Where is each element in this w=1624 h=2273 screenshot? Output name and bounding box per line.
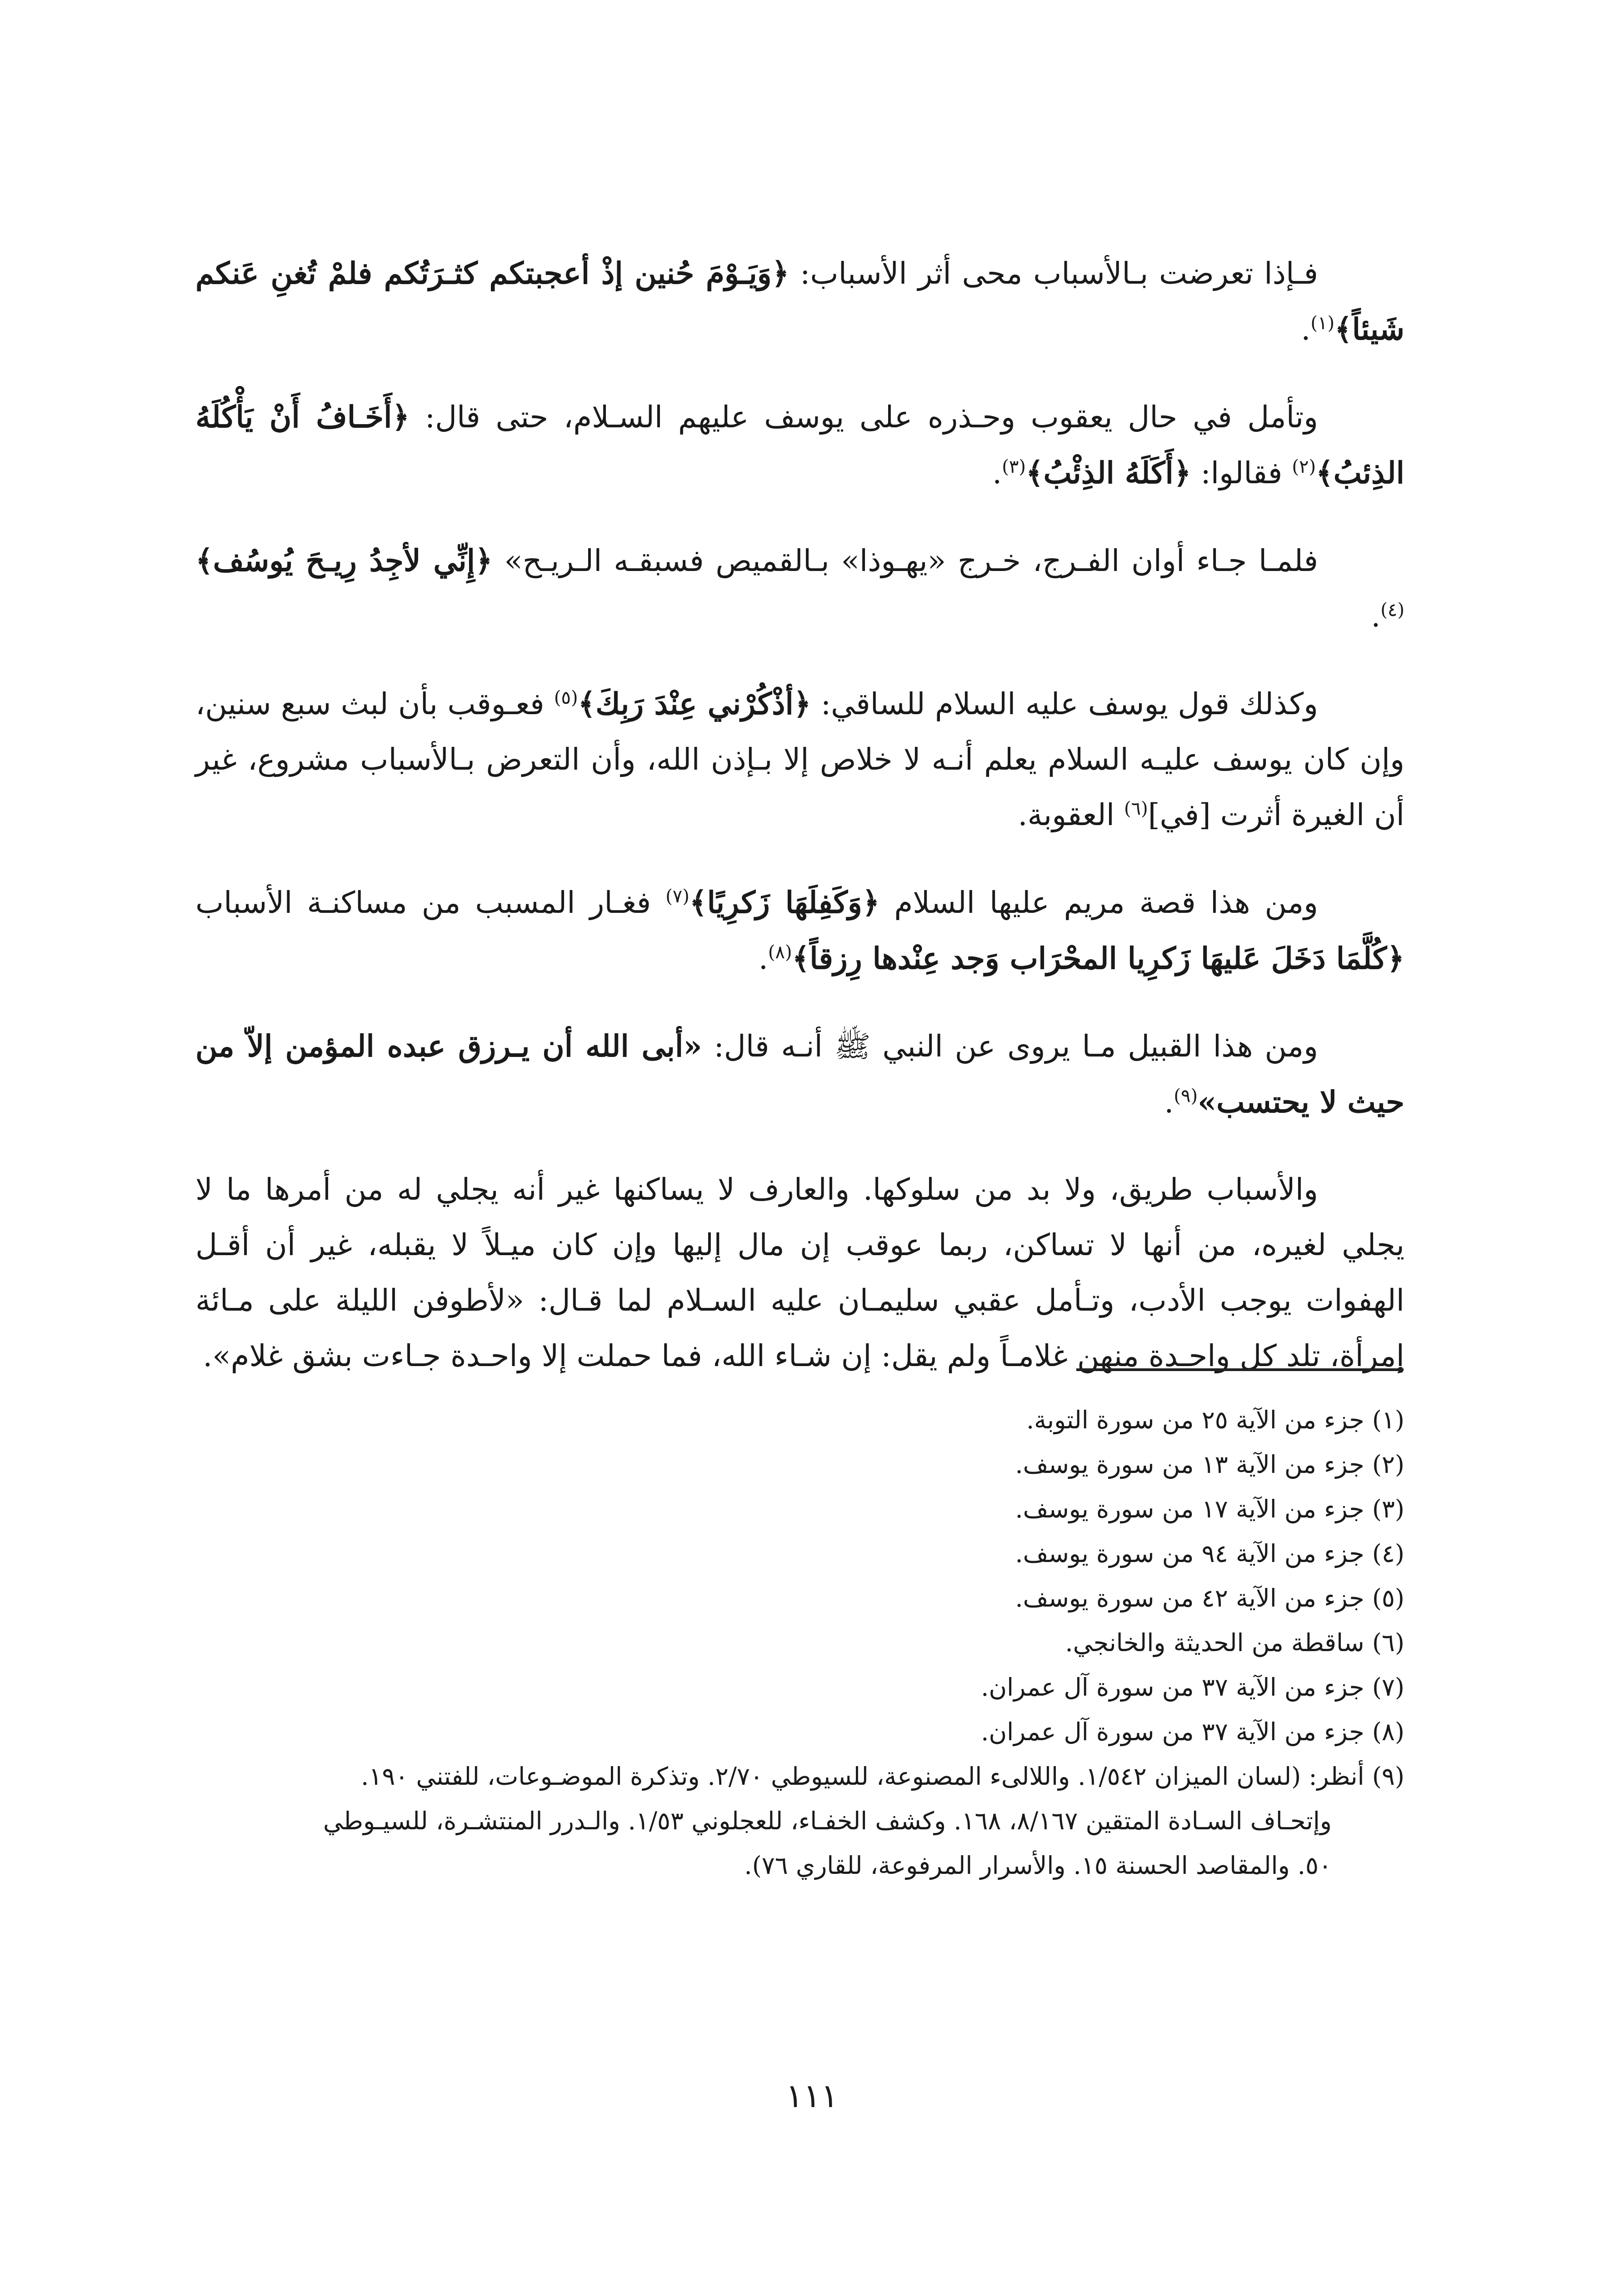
page-number: ١١١ bbox=[785, 2077, 839, 2115]
footnote-7: (٧) جزء من الآية ٣٧ من سورة آل عمران. bbox=[981, 1673, 1404, 1702]
paragraph-text: . bbox=[203, 1338, 213, 1373]
footnote-8: (٨) جزء من الآية ٣٧ من سورة آل عمران. bbox=[981, 1717, 1404, 1746]
hadith-quote: «أبى الله أن يـرزق عبده المؤمن إلاّ من حيث لا يحتسب» bbox=[195, 1028, 1404, 1120]
quran-quote: ﴿إِنِّي لأجِدُ رِيـحَ يُوسُف﴾ bbox=[195, 543, 493, 578]
footnote-ref: (٨) bbox=[768, 942, 792, 963]
footnote-ref: (٢) bbox=[1292, 456, 1316, 477]
quran-quote: ﴿أذْكُرْني عِنْدَ رَبِكَ﴾ bbox=[578, 686, 811, 721]
quran-quote: ﴿وَيَـوْمَ حُنين إذْ أعجبتكم كثـرَتُكم فلمْ تُغنِ عَنكم شَيئاً﴾ bbox=[195, 255, 1404, 347]
paragraph-5 bbox=[195, 875, 1404, 986]
paragraph-text: ومن هذا قصة مريم عليها السلام bbox=[879, 885, 1318, 920]
footnote-9: (٩) أنظر: (لسان الميزان ١/٥٤٢. واللالىء المصنوعة، للسيوطي ٢/٧٠. وتذكرة الموضـوعات، للفتني ١٩٠. bbox=[361, 1762, 1404, 1791]
paragraph-text: وتأمل في حال يعقوب وحـذره على يوسف عليهم السـلام، حتى قال: bbox=[410, 400, 1318, 435]
paragraph-7 bbox=[195, 1162, 1404, 1384]
footnote-ref: (٣) bbox=[1002, 456, 1026, 477]
footnote-ref: (٧) bbox=[665, 886, 690, 907]
footnote-9-continuation: وإتحـاف السـادة المتقين ٨/١٦٧، ١٦٨. وكشف الخفـاء، للعجلوني ١/٥٣. والـدرر المنتشـرة، للسيـوطي bbox=[323, 1807, 1332, 1835]
footnote-2: (٢) جزء من الآية ١٣ من سورة يوسف. bbox=[1015, 1450, 1404, 1479]
paragraph-text: . bbox=[758, 941, 768, 976]
footnote-divider bbox=[1076, 1368, 1404, 1371]
footnote-5: (٥) جزء من الآية ٤٢ من سورة يوسف. bbox=[1015, 1584, 1404, 1612]
main-text bbox=[195, 245, 1404, 1384]
paragraph-text: وكذلك قول يوسف عليه السلام للساقي: bbox=[811, 686, 1318, 721]
quran-quote: ﴿كُلَّمَا دَخَلَ عَليهَا زَكرِيا المحْرَاب وَجد عِنْدها رِزقاً﴾ bbox=[792, 941, 1404, 976]
paragraph-text: فلمـا جـاء أوان الفـرج، خـرج «يهـوذا» بـالقميص فسبقـه الـريـح» bbox=[492, 543, 1318, 578]
footnote-ref: (٤) bbox=[1380, 600, 1404, 621]
quran-quote: ﴿أَخَـافُ أَنْ يَأْكُلَهُ الذِئبُ﴾ bbox=[195, 399, 1404, 491]
footnote-ref: (١) bbox=[1310, 313, 1335, 334]
paragraph-text: العقوبة. bbox=[1018, 797, 1124, 832]
paragraph-text: فـإذا تعرضت بـالأسباب محى أثر الأسباب: bbox=[789, 256, 1319, 291]
paragraph-6 bbox=[195, 1018, 1404, 1130]
paragraph-text: . bbox=[1164, 1085, 1174, 1120]
footnote-1: (١) جزء من الآية ٢٥ من سورة التوبة. bbox=[1026, 1406, 1404, 1434]
footnote-ref: (٩) bbox=[1174, 1086, 1198, 1106]
paragraph-text: والأسباب طريق، ولا بد من سلوكها. والعارف لا يساكنها غير أنه يجلي له من أمرها ما لا يجلي لغيره، من أنها لا تساكن، ربما عوقب إن مال إليها وإن كان ميـلاً لا يقبله، غير أن أقـل الهفوات يوجب الأدب، وتـأمل عقبي سليمـان عليه السـلام لما قـال: bbox=[195, 1172, 1404, 1318]
paragraph-3 bbox=[195, 533, 1404, 644]
hadith-quote: «لأطوفن الليلة على مـائة إمرأة، تلد كل واحـدة منهن غلامـاً ولم يقل: إن شـاء الله، فما حملت إلا واحـدة جـاءت بشق غلام» bbox=[195, 1283, 1404, 1373]
paragraph-text: . bbox=[1371, 599, 1381, 634]
footnote-9-continuation: ٥٠. والمقاصد الحسنة ١٥. والأسرار المرفوعة، للقاري ٧٦). bbox=[744, 1851, 1332, 1880]
paragraph-text: فعـوقب بأن لبث سبع سنين، وإن كان يوسف عليـه السلام يعلم أنـه لا خلاص إلا بـإذن الله، وأن التعرض بـالأسباب مشروع، غير أن الغيرة أثرت [في] bbox=[195, 686, 1404, 832]
footnote-6: (٦) ساقطة من الحديثة والخانجي. bbox=[1065, 1628, 1404, 1657]
footnote-3: (٣) جزء من الآية ١٧ من سورة يوسف. bbox=[1015, 1495, 1404, 1523]
paragraph-text: . bbox=[1301, 312, 1311, 347]
footnote-ref: (٦) bbox=[1124, 798, 1148, 819]
paragraph-1 bbox=[195, 245, 1404, 357]
paragraph-text: فقالوا: bbox=[1191, 456, 1292, 491]
paragraph-text: . bbox=[992, 456, 1002, 491]
footnote-ref: (٥) bbox=[554, 687, 578, 708]
footnotes bbox=[195, 1398, 1404, 1888]
paragraph-4 bbox=[195, 676, 1404, 843]
quran-quote: ﴿وَكَفِلَهَا زَكرِيًا﴾ bbox=[689, 885, 880, 920]
paragraph-text: فغـار المسبب من مساكنـة الأسباب bbox=[195, 885, 666, 920]
quran-quote: ﴿أَكَلَهُ الذِئْبُ﴾ bbox=[1025, 455, 1191, 491]
footnote-4: (٤) جزء من الآية ٩٤ من سورة يوسف. bbox=[1015, 1539, 1404, 1568]
paragraph-2 bbox=[195, 389, 1404, 501]
paragraph-text: ومن هذا القبيل مـا يروى عن النبي ﷺ أنـه قال: bbox=[702, 1029, 1318, 1064]
